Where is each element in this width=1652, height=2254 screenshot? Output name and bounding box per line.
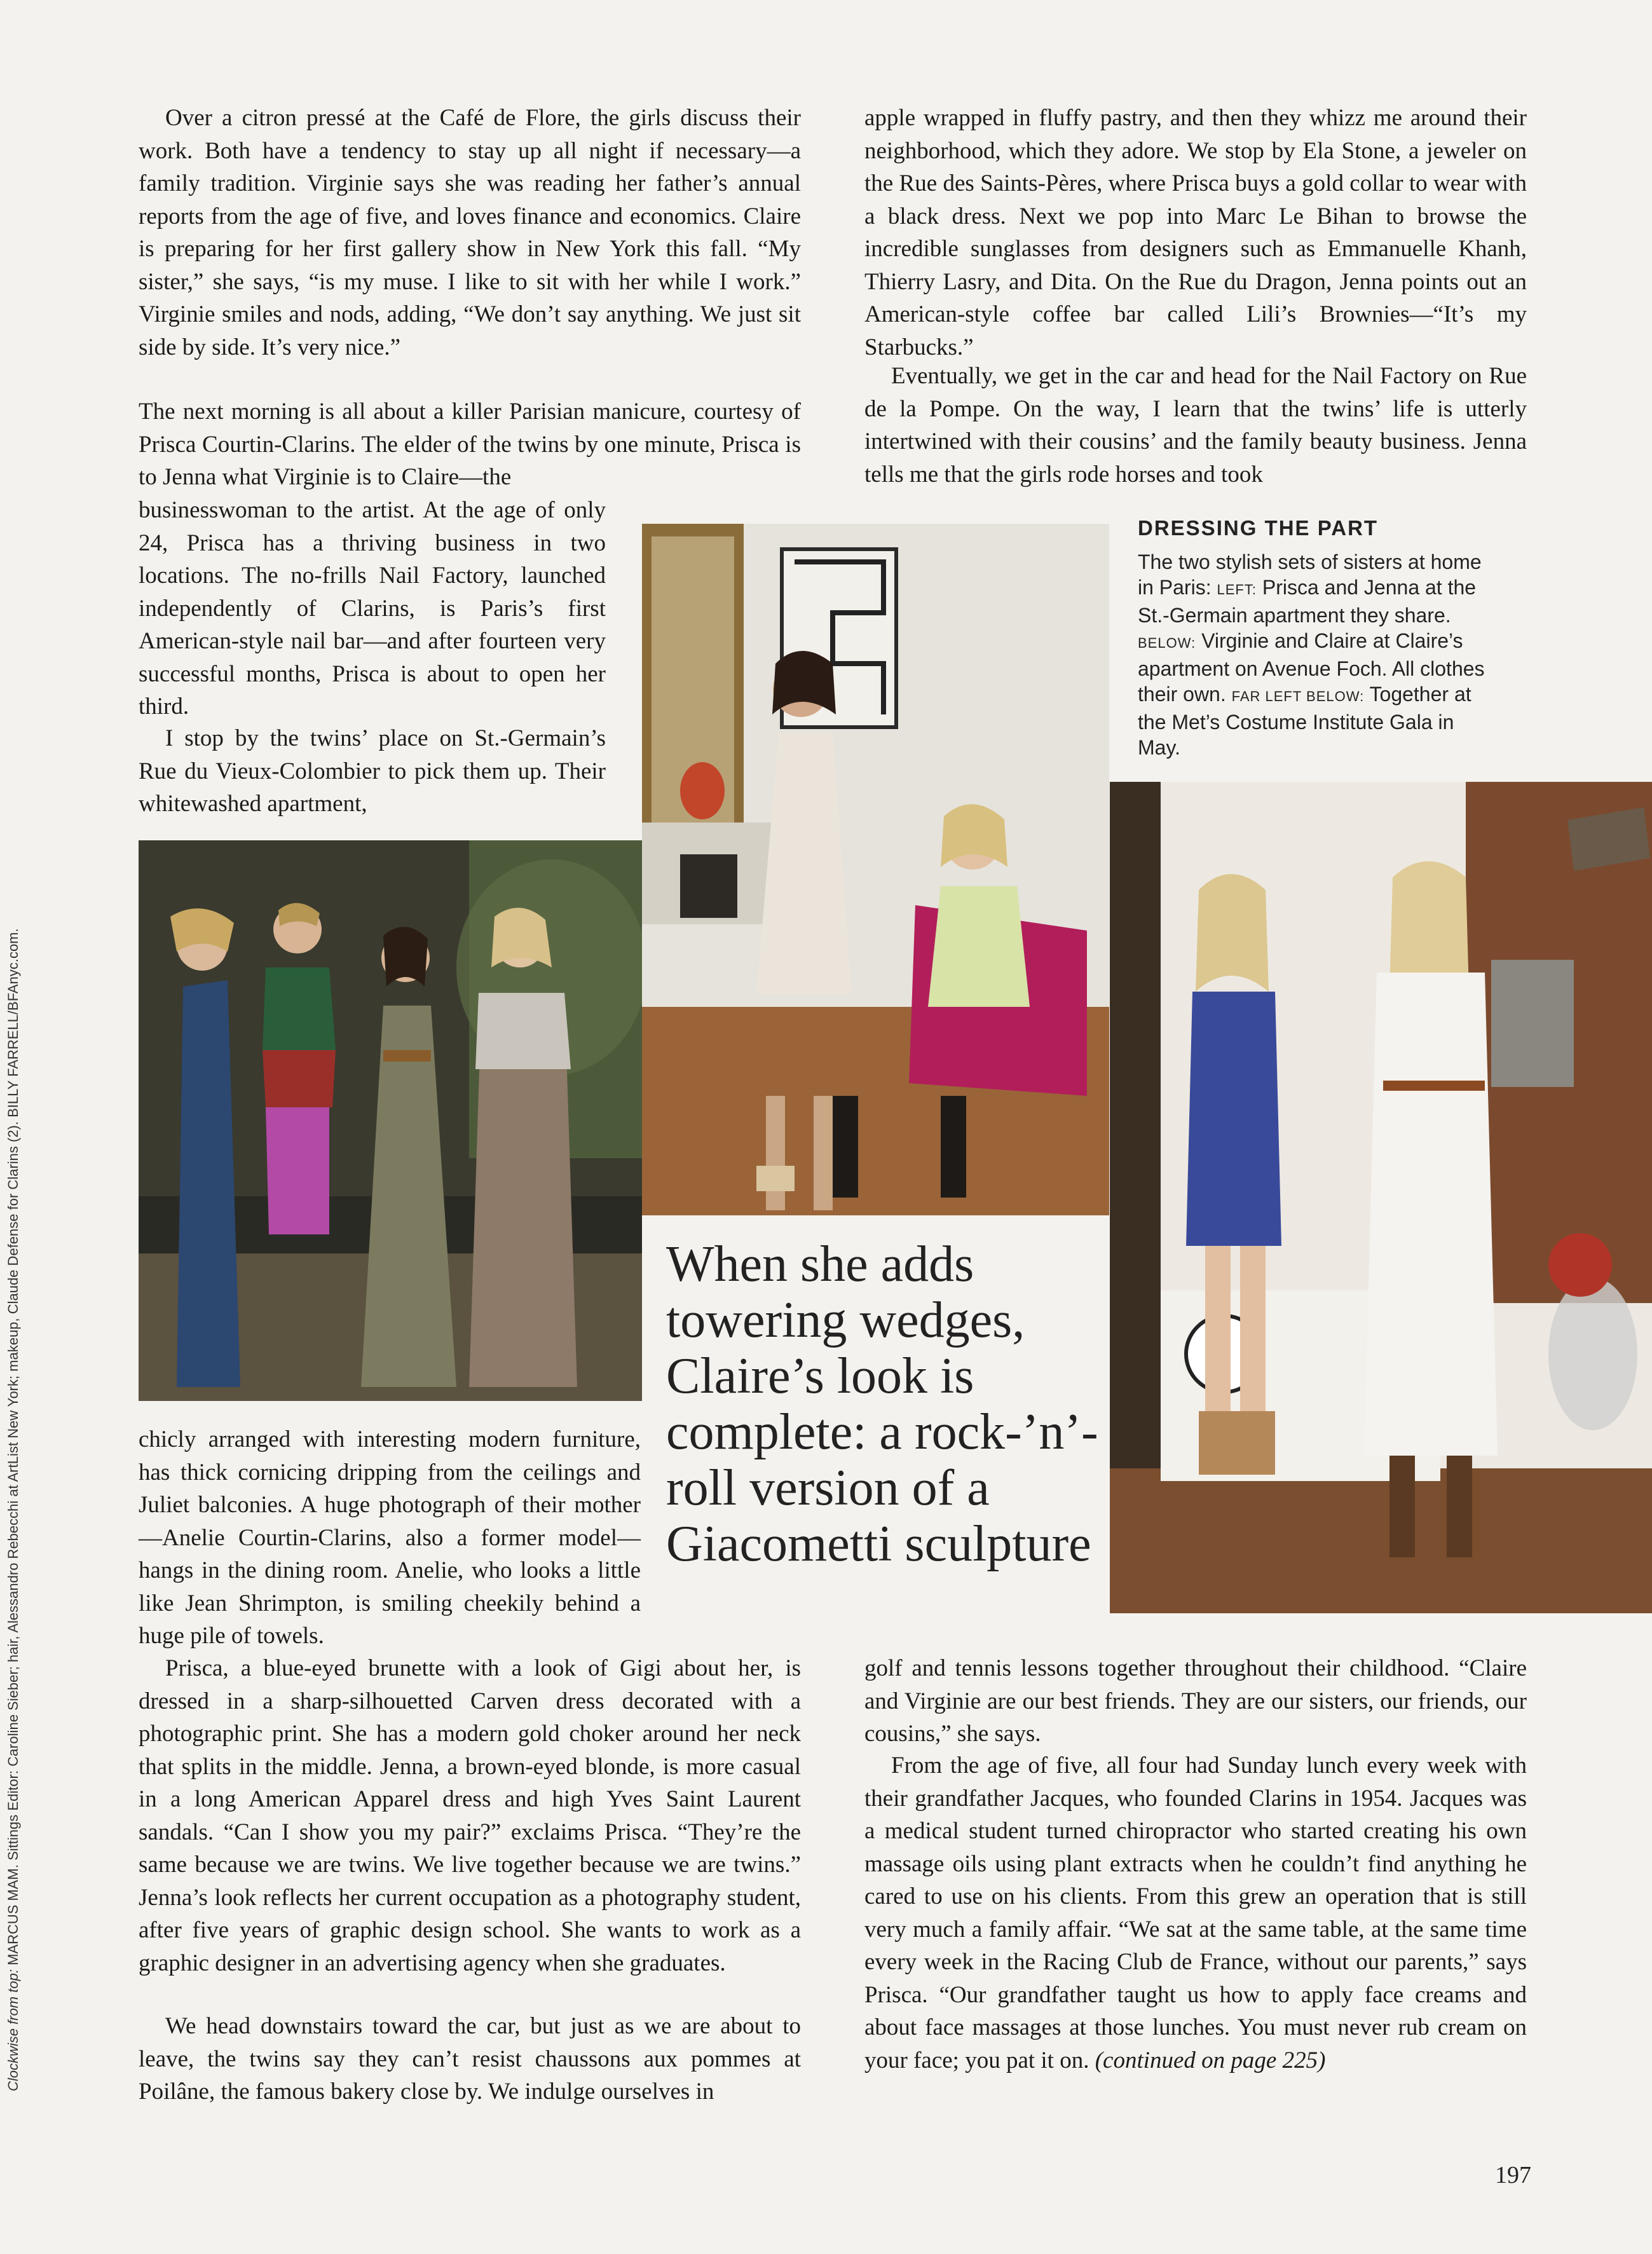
right-paragraph-3: golf and tennis lessons together throughout their childhood. “Claire and Virginie are our best friends. They are our sisters, our friends, our cousins,” she says. [864, 1655, 1527, 1747]
photo-credit: Clockwise from top: MARCUS MAM. Sittings Editor: Caroline Sieber; hair, Alessandro Rebecchi at ArtList New York; makeup, Claude Defense for Clarins (2). BILLY FARRELL/BFAnyc.com. [5, 928, 21, 2091]
pull-quote: When she adds towering wedges, Claire’s look is complete: a rock-’n’-roll version of a Giacometti sculpture [666, 1236, 1098, 1572]
right-paragraph-2: Eventually, we get in the car and head for the Nail Factory on Rue de la Pompe. On the way, I learn that the twins’ life is utterly intertwined with their cousins’ and the family beauty business. Jenna tells me that the girls rode horses and took [864, 363, 1527, 488]
right-paragraph-4-text: From the age of five, all four had Sunday lunch every week with their grandfather Jacques, who founded Clarins in 1954. Jacques was a medical student turned chiropractor who started creating his own massage oils using plant extracts when he couldn’t find anything he cared to use on his clients. From this grew an operation that is still very much a family affair. “We sat at the same table, at the same time every week in the Racing Club de France, without our parents,” says Prisca. “Our grandfather taught us how to apply face creams and about face massages at those lunches. You must never rub cream on your face; you pat it on. [864, 1752, 1527, 2073]
right-paragraph-1: apple wrapped in fluffy pastry, and then they whizz me around their neighborhood, which they adore. We stop by Ela Stone, a jeweler on the Rue des Saints-Pères, where Prisca buys a gold collar to wear with a black dress. Next we pop into Marc Le Bihan to browse the incredible sunglasses from designers such as Emmanuelle Khanh, Thierry Lasry, and Dita. On the Rue du Dragon, Jenna points out an American-style coffee bar called Lili’s Brownies—“It’s my Starbucks.” [864, 105, 1527, 360]
apartment-photo [642, 524, 1109, 1215]
continued-jump-link[interactable]: (continued on page 225) [1095, 2047, 1326, 2073]
left-paragraph-3: I stop by the twins’ place on St.-Germain’s Rue du Vieux-Colombier to pick them up. Their whitewashed apartment, [139, 725, 606, 817]
caption-title: DRESSING THE PART [1138, 516, 1379, 540]
left-paragraph-2: The next morning is all about a killer Parisian manicure, courtesy of Prisca Courtin-Clarins. The elder of the twins by one minute, Prisca is to Jenna what Virginie is to Claire—the [139, 399, 801, 490]
left-paragraph-2-continued: businesswoman to the artist. At the age of only 24, Prisca has a thriving business in two locations. The no-frills Nail Factory, launched independently of Clarins, is Paris’s first American-style nail bar—and after fourteen very successful months, Prisca is about to open her third. [139, 497, 606, 720]
left-paragraph-5: We head downstairs toward the car, but just as we are about to leave, the twins say they can’t resist chaussons aux pommes at Poilâne, the famous bakery close by. We indulge ourselves in [139, 2013, 801, 2105]
right-paragraph-4 [864, 1749, 1527, 2077]
page-number: 197 [1495, 2162, 1531, 2189]
left-paragraph-4: Prisca, a blue-eyed brunette with a look of Gigi about her, is dressed in a sharp-silhouetted Carven dress decorated with a photographic print. She has a modern gold choker around her neck that splits in the middle. Jenna, a brown-eyed blonde, is more casual in a long American Apparel dress and high Yves Saint Laurent sandals. “Can I show you my pair?” exclaims Prisca. “They’re the same because we are twins. We live together because we are twins.” Jenna’s look reflects her current occupation as a photography student, after five years of graphic design school. She wants to work as a graphic designer in an advertising agency when she graduates. [139, 1655, 801, 1976]
gala-photo [139, 840, 642, 1401]
left-paragraph-3-continued: chicly arranged with interesting modern furniture, has thick cornicing dripping from the ceilings and Juliet balconies. A huge photograph of their mother—Anelie Courtin-Clarins, also a former model—hangs in the dining room. Anelie, who looks a little like Jean Shrimpton, is smiling cheekily behind a huge pile of towels. [139, 1426, 641, 1649]
left-paragraph-1: Over a citron pressé at the Café de Flore, the girls discuss their work. Both have a tendency to stay up all night if necessary—a family tradition. Virginie says she was reading her father’s annual reports from the age of five, and loves finance and economics. Claire is preparing for her first gallery show in New York this fall. “My sister,” she says, “is my muse. I like to sit with her while I work.” Virginie smiles and nods, adding, “We don’t say anything. We just sit side by side. It’s very nice.” [139, 105, 801, 360]
avenue-foch-photo [1110, 782, 1652, 1613]
photo-caption: The two stylish sets of sisters at home in Paris: LEFT: Prisca and Jenna at the St.-Germain apartment they share. BELOW: Virginie and Claire at Claire’s apartment on Avenue Foch. All clothes their own. FAR LEFT BELOW: Together at the Met’s Costume Institute Gala in May. [1138, 550, 1485, 759]
